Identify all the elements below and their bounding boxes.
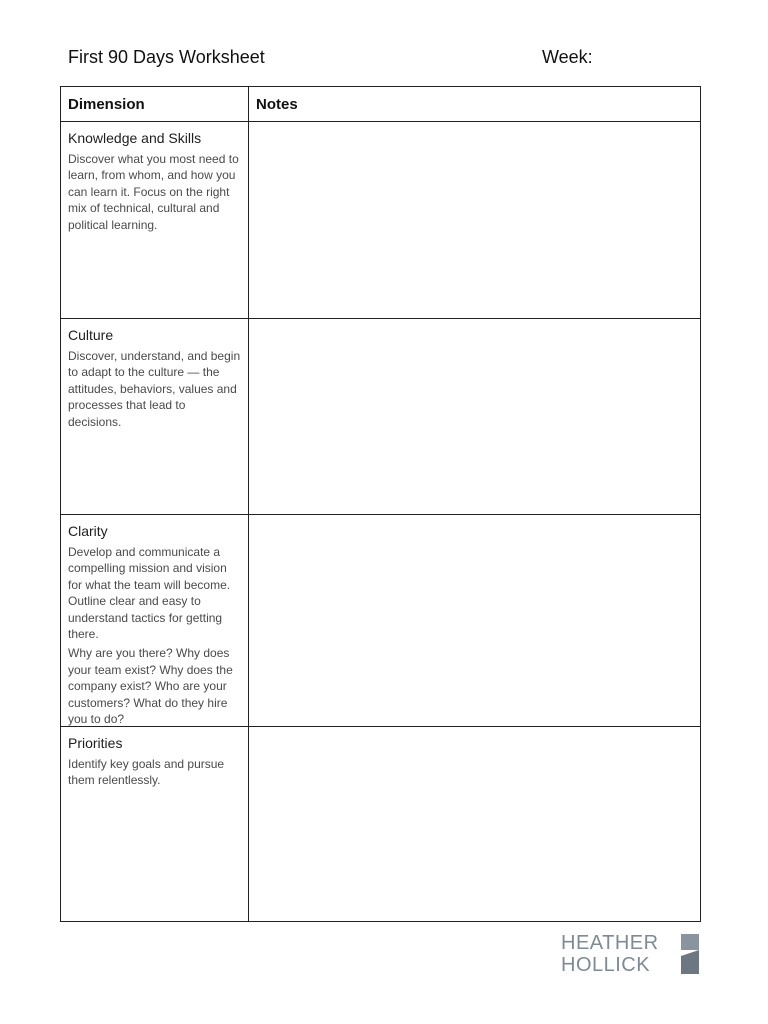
dimension-name: Clarity [68, 523, 108, 539]
notes-cell[interactable] [249, 515, 700, 726]
logo-wordmark [561, 932, 659, 976]
table-row-culture [61, 319, 700, 515]
dimension-name: Culture [68, 327, 114, 343]
logo-mark-icon [681, 934, 699, 974]
logo-line-2: HOLLICK [561, 954, 651, 976]
dimension-description: Discover, understand, and begin to adapt to the culture — the attitudes, behaviors, values and processes that lead to decisions. [68, 349, 241, 429]
dimension-description: Discover what you most need to learn, from whom, and how you can learn it. Focus on the right mix of technical, cultural and political learning. [68, 152, 239, 232]
table-row-priorities [61, 727, 700, 922]
dimension-name: Priorities [68, 735, 123, 751]
week-label: Week: [542, 47, 593, 67]
dimension-header-cell [61, 87, 249, 121]
worksheet-title: First 90 Days Worksheet [68, 47, 265, 67]
dimension-description: Identify key goals and pursue them relentlessly. [68, 757, 225, 788]
dimension-cell [61, 515, 249, 726]
notes-column-header: Notes [256, 96, 298, 113]
table-row-clarity [61, 515, 700, 727]
notes-header-cell [249, 87, 700, 121]
dimension-name: Knowledge and Skills [68, 130, 202, 146]
dimension-cell [61, 122, 249, 318]
dimension-cell [61, 319, 249, 514]
dimension-column-header: Dimension [68, 96, 145, 113]
notes-cell[interactable] [249, 122, 700, 318]
dimension-description: Why are you there? Why does your team exist? Why does the company exist? Who are your customers? What do they hire you to do? [68, 646, 233, 726]
notes-cell[interactable] [249, 727, 700, 922]
table-header-row [61, 87, 700, 122]
dimension-cell [61, 727, 249, 922]
notes-cell[interactable] [249, 319, 700, 514]
table-row-knowledge-and-skills [61, 122, 700, 319]
logo-line-1: HEATHER [561, 932, 659, 954]
dimension-description: Develop and communicate a compelling mission and vision for what the team will become. Outline clear and easy to understand tactics for getting there. [68, 545, 231, 642]
worksheet-table [60, 86, 701, 922]
heather-hollick-logo [561, 932, 701, 976]
